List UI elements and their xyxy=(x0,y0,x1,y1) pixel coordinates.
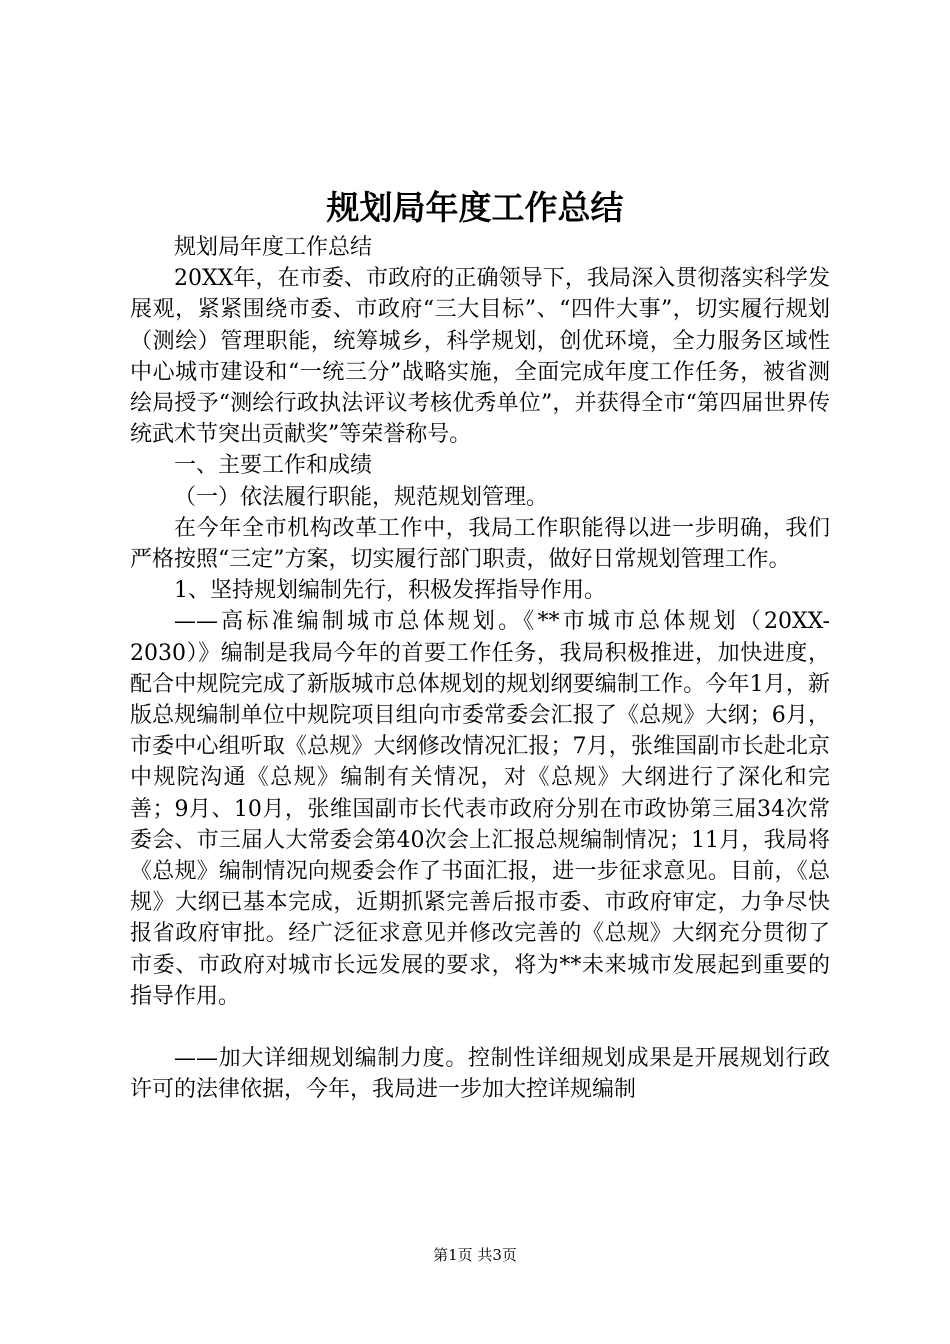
paragraph-reform: 在今年全市机构改革工作中，我局工作职能得以进一步明确，我们严格按照“三定”方案，切实履行部门职责，做好日常规划管理工作。 xyxy=(130,515,830,573)
section-heading-main-work: 一、主要工作和成绩 xyxy=(174,453,373,479)
document-title: 规划局年度工作总结 xyxy=(326,188,624,227)
paragraph-intro: 20XX年，在市委、市政府的正确领导下，我局深入贯彻落实科学发展观，紧紧围绕市委、市政府“三大目标”、“四件大事”，切实履行规划（测绘）管理职能，统筹城乡，科学规划，创优环境，全力服务区域性中心城市建设和“一统三分”战略实施，全面完成年度工作任务，被省测绘局授予“测绘行政执法评议考核优秀单位”，并获得全市“第四届世界传统武术节突出贡献奖”等荣誉称号。 xyxy=(130,266,830,448)
subsection-heading-duties: （一）依法履行职能，规范规划管理。 xyxy=(174,484,549,510)
item-heading-planning: 1、坚持规划编制先行，积极发挥指导作用。 xyxy=(174,578,606,604)
paragraph-detailed-plan: ——加大详细规划编制力度。控制性详细规划成果是开展规划行政许可的法律依据，今年，我局进一步加大控详规编制 xyxy=(130,1046,830,1103)
paragraph-heading-repeat: 规划局年度工作总结 xyxy=(174,235,373,260)
paragraph-master-plan: ——高标准编制城市总体规划。《**市城市总体规划（20XX-2030）》编制是我局今年的首要工作任务，我局积极推进，加快进度，配合中规院完成了新版城市总体规划的规划纲要编制工作。今年1月，新版总规编制单位中规院项目组向市委常委会汇报了《总规》大纲；6月，市委中心组听取《总规》大纲修改情况汇报；7月，张维国副市长赴北京中规院沟通《总规》编制有关情况，对《总规》大纲进行了深化和完善；9月、10月，张维国副市长代表市政府分别在市政协第三届34次常委会、市三届人大常委会第40次会上汇报总规编制情况；11月，我局将《总规》编制情况向规委会作了书面汇报，进一步征求意见。目前，《总规》大纲已基本完成，近期抓紧完善后报市委、市政府审定，力争尽快报省政府审批。经广泛征求意见并修改完善的《总规》大纲充分贯彻了市委、市政府对城市长远发展的要求，将为**未来城市发展起到重要的指导作用。 xyxy=(130,609,830,1009)
page-footer: 第1页 共3页 xyxy=(433,1246,517,1264)
document-body xyxy=(130,232,830,1105)
